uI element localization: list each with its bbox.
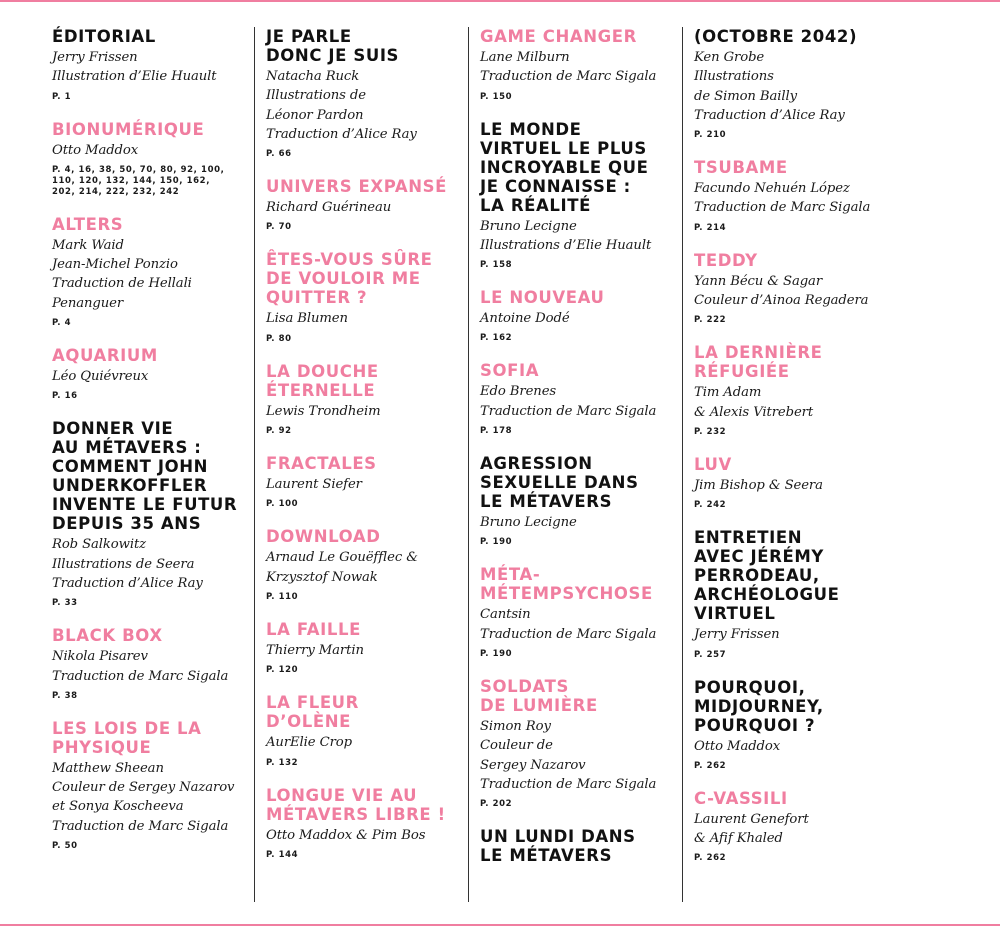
- entry-credits: Léo Quiévreux: [52, 369, 149, 385]
- entry-title: DOWNLOAD: [266, 527, 381, 547]
- entry-page-number: P. 262: [694, 760, 727, 771]
- entry-page-number: P. 120: [266, 665, 299, 676]
- entry-credits: Jerry Frissen Illustration d’Elie Huault: [52, 50, 217, 85]
- entry-title: LES LOIS DE LA PHYSIQUE: [52, 718, 202, 757]
- entry-title: SOLDATS DE LUMIÈRE: [480, 676, 598, 715]
- toc-entry[interactable]: [52, 626, 257, 702]
- toc-entry[interactable]: [480, 677, 685, 810]
- toc-entry[interactable]: [266, 527, 471, 603]
- toc-entry[interactable]: [694, 455, 899, 511]
- entry-title: ÊTES-VOUS SÛRE DE VOULOIR ME QUITTER ?: [266, 250, 433, 308]
- toc-entry[interactable]: [694, 789, 899, 865]
- entry-page-number: P. 4, 16, 38, 50, 70, 80, 92, 100, 110, 120, 132, 144, 150, 162, 202, 214, 222, 232, 242: [52, 164, 225, 197]
- entry-page-number: P. 232: [694, 426, 727, 437]
- entry-credits: Lane Milburn Traduction de Marc Sigala: [480, 50, 657, 85]
- entry-title: LA FLEUR D’OLÈNE: [266, 693, 359, 732]
- entry-title: (OCTOBRE 2042): [694, 27, 858, 46]
- toc-entry[interactable]: [266, 786, 471, 861]
- toc-entry[interactable]: [52, 346, 257, 402]
- entry-page-number: P. 16: [52, 391, 78, 402]
- entry-credits: Edo Brenes Traduction de Marc Sigala: [480, 384, 657, 419]
- toc-entry[interactable]: [694, 528, 899, 660]
- toc-entry[interactable]: [52, 120, 257, 198]
- entry-title: ALTERS: [52, 214, 124, 234]
- entry-page-number: P. 190: [480, 648, 513, 659]
- toc-entry[interactable]: [480, 565, 685, 660]
- toc-entry[interactable]: [52, 719, 257, 852]
- entry-title: LE MONDE VIRTUEL LE PLUS INCROYABLE QUE JE CONNAISSE : LA RÉALITÉ: [480, 119, 649, 215]
- entry-title: LA FAILLE: [266, 619, 362, 639]
- entry-title: LA DOUCHE ÉTERNELLE: [266, 361, 379, 400]
- entry-page-number: P. 210: [694, 130, 727, 141]
- toc-entry[interactable]: [480, 288, 685, 344]
- entry-page-number: P. 262: [694, 853, 727, 864]
- toc-entry[interactable]: [694, 343, 899, 438]
- entry-page-number: P. 222: [694, 315, 727, 326]
- entry-title: JE PARLE DONC JE SUIS: [266, 27, 400, 65]
- entry-title: FRACTALES: [266, 454, 377, 474]
- entry-page-number: P. 162: [480, 333, 513, 344]
- toc-column-4: [694, 27, 899, 881]
- entry-credits: Antoine Dodé: [480, 311, 570, 327]
- entry-credits: Laurent Siefer: [266, 477, 362, 493]
- entry-title: C-VASSILI: [694, 788, 788, 808]
- toc-entry[interactable]: [694, 678, 899, 772]
- entry-credits: Otto Maddox & Pim Bos: [266, 827, 426, 843]
- toc-entry[interactable]: [694, 251, 899, 327]
- toc-entry[interactable]: [694, 27, 899, 141]
- entry-title: LA DERNIÈRE RÉFUGIÉE: [694, 343, 823, 382]
- entry-credits: Simon Roy Couleur de Sergey Nazarov Traduction de Marc Sigala: [480, 718, 657, 792]
- toc-entry[interactable]: [480, 361, 685, 437]
- entry-credits: Bruno Lecigne: [480, 515, 577, 531]
- entry-title: LONGUE VIE AU MÉTAVERS LIBRE !: [266, 785, 446, 824]
- entry-credits: Facundo Nehuén López Traduction de Marc Sigala: [694, 181, 871, 216]
- toc-entry[interactable]: [480, 827, 685, 865]
- toc-entry[interactable]: [266, 454, 471, 510]
- entry-credits: Lisa Blumen: [266, 311, 348, 327]
- entry-title: TSUBAME: [694, 158, 788, 178]
- entry-title: ÉDITORIAL: [52, 27, 156, 46]
- entry-page-number: P. 150: [480, 91, 513, 102]
- toc-entry[interactable]: [480, 27, 685, 103]
- entry-page-number: P. 33: [52, 598, 78, 609]
- entry-page-number: P. 100: [266, 499, 299, 510]
- toc-entry[interactable]: [266, 250, 471, 344]
- toc-entry[interactable]: [480, 120, 685, 272]
- entry-page-number: P. 38: [52, 690, 78, 701]
- entry-credits: Lewis Trondheim: [266, 403, 381, 419]
- entry-credits: Mark Waid Jean-Michel Ponzio Traduction de Hellali Penanguer: [52, 237, 192, 311]
- entry-page-number: P. 257: [694, 649, 727, 660]
- toc-entry[interactable]: [266, 27, 471, 160]
- toc-entry[interactable]: [266, 693, 471, 768]
- entry-page-number: P. 80: [266, 333, 292, 344]
- entry-credits: Tim Adam & Alexis Vitrebert: [694, 385, 814, 420]
- entry-title: TEDDY: [694, 250, 758, 270]
- entry-page-number: P. 242: [694, 500, 727, 511]
- bottom-accent-rule: [0, 924, 1000, 926]
- entry-credits: Laurent Genefort & Afif Khaled: [694, 811, 809, 847]
- entry-title: LUV: [694, 454, 732, 474]
- entry-title: BIONUMÉRIQUE: [52, 119, 205, 139]
- entry-credits: Richard Guérineau: [266, 200, 392, 216]
- entry-credits: Rob Salkowitz Illustrations de Seera Traduction d’Alice Ray: [52, 537, 203, 591]
- top-accent-rule: [0, 0, 1000, 2]
- entry-credits: Natacha Ruck Illustrations de Léonor Pardon Traduction d’Alice Ray: [266, 69, 417, 142]
- entry-credits: Thierry Martin: [266, 642, 364, 658]
- toc-entry[interactable]: [694, 158, 899, 234]
- entry-credits: Arnaud Le Gouëfflec & Krzysztof Nowak: [266, 550, 418, 585]
- entry-page-number: P. 144: [266, 849, 299, 860]
- entry-page-number: P. 158: [480, 260, 513, 271]
- entry-title: DONNER VIE AU MÉTAVERS : COMMENT JOHN UNDERKOFFLER INVENTE LE FUTUR DEPUIS 35 ANS: [52, 419, 238, 534]
- entry-title: POURQUOI, MIDJOURNEY, POURQUOI ?: [694, 677, 824, 735]
- entry-title: MÉTA- MÉTEMPSYCHOSE: [480, 565, 653, 604]
- toc-entry[interactable]: [52, 419, 257, 609]
- entry-title: GAME CHANGER: [480, 27, 637, 46]
- toc-entry[interactable]: [480, 454, 685, 548]
- entry-page-number: P. 190: [480, 537, 513, 548]
- entry-page-number: P. 92: [266, 426, 292, 437]
- toc-entry[interactable]: [52, 215, 257, 329]
- entry-title: LE NOUVEAU: [480, 288, 605, 308]
- entry-page-number: P. 132: [266, 757, 299, 768]
- entry-credits: Otto Maddox: [694, 738, 781, 754]
- entry-credits: AurElie Crop: [266, 735, 352, 751]
- entry-credits: Jerry Frissen: [694, 627, 780, 643]
- entry-credits: Bruno Lecigne Illustrations d’Elie Huault: [480, 218, 652, 253]
- entry-page-number: P. 70: [266, 222, 292, 233]
- entry-page-number: P. 202: [480, 799, 513, 810]
- entry-page-number: P. 4: [52, 318, 72, 329]
- entry-credits: Jim Bishop & Seera: [694, 477, 823, 493]
- entry-title: AQUARIUM: [52, 346, 158, 366]
- toc-entry[interactable]: [266, 177, 471, 233]
- entry-credits: Otto Maddox: [52, 142, 139, 158]
- entry-credits: Nikola Pisarev Traduction de Marc Sigala: [52, 649, 229, 684]
- entry-title: ENTRETIEN AVEC JÉRÉMY PERRODEAU, ARCHÉOLOGUE VIRTUEL: [694, 528, 840, 624]
- entry-page-number: P. 178: [480, 426, 513, 437]
- toc-entry[interactable]: [266, 362, 471, 437]
- entry-credits: Cantsin Traduction de Marc Sigala: [480, 607, 657, 642]
- entry-title: UNIVERS EXPANSÉ: [266, 177, 448, 197]
- entry-title: AGRESSION SEXUELLE DANS LE MÉTAVERS: [480, 454, 639, 512]
- toc-column-2: [266, 27, 471, 878]
- toc-column-1: [52, 27, 257, 869]
- toc-column-3: [480, 27, 685, 882]
- entry-credits: Yann Bécu & Sagar Couleur d’Ainoa Regadera: [694, 273, 869, 309]
- entry-credits: Matthew Sheean Couleur de Sergey Nazarov et Sonya Koscheeva Traduction de Marc Sigala: [52, 760, 235, 834]
- entry-page-number: P. 1: [52, 91, 72, 102]
- entry-page-number: P. 214: [694, 222, 727, 233]
- toc-entry[interactable]: [266, 620, 471, 676]
- entry-title: UN LUNDI DANS LE MÉTAVERS: [480, 827, 636, 866]
- entry-page-number: P. 110: [266, 591, 299, 602]
- entry-page-number: P. 50: [52, 841, 78, 852]
- entry-title: BLACK BOX: [52, 626, 163, 646]
- entry-page-number: P. 66: [266, 149, 292, 160]
- entry-title: SOFIA: [480, 361, 540, 381]
- toc-entry[interactable]: [52, 27, 257, 103]
- entry-credits: Ken Grobe Illustrations de Simon Bailly Traduction d’Alice Ray: [694, 50, 845, 123]
